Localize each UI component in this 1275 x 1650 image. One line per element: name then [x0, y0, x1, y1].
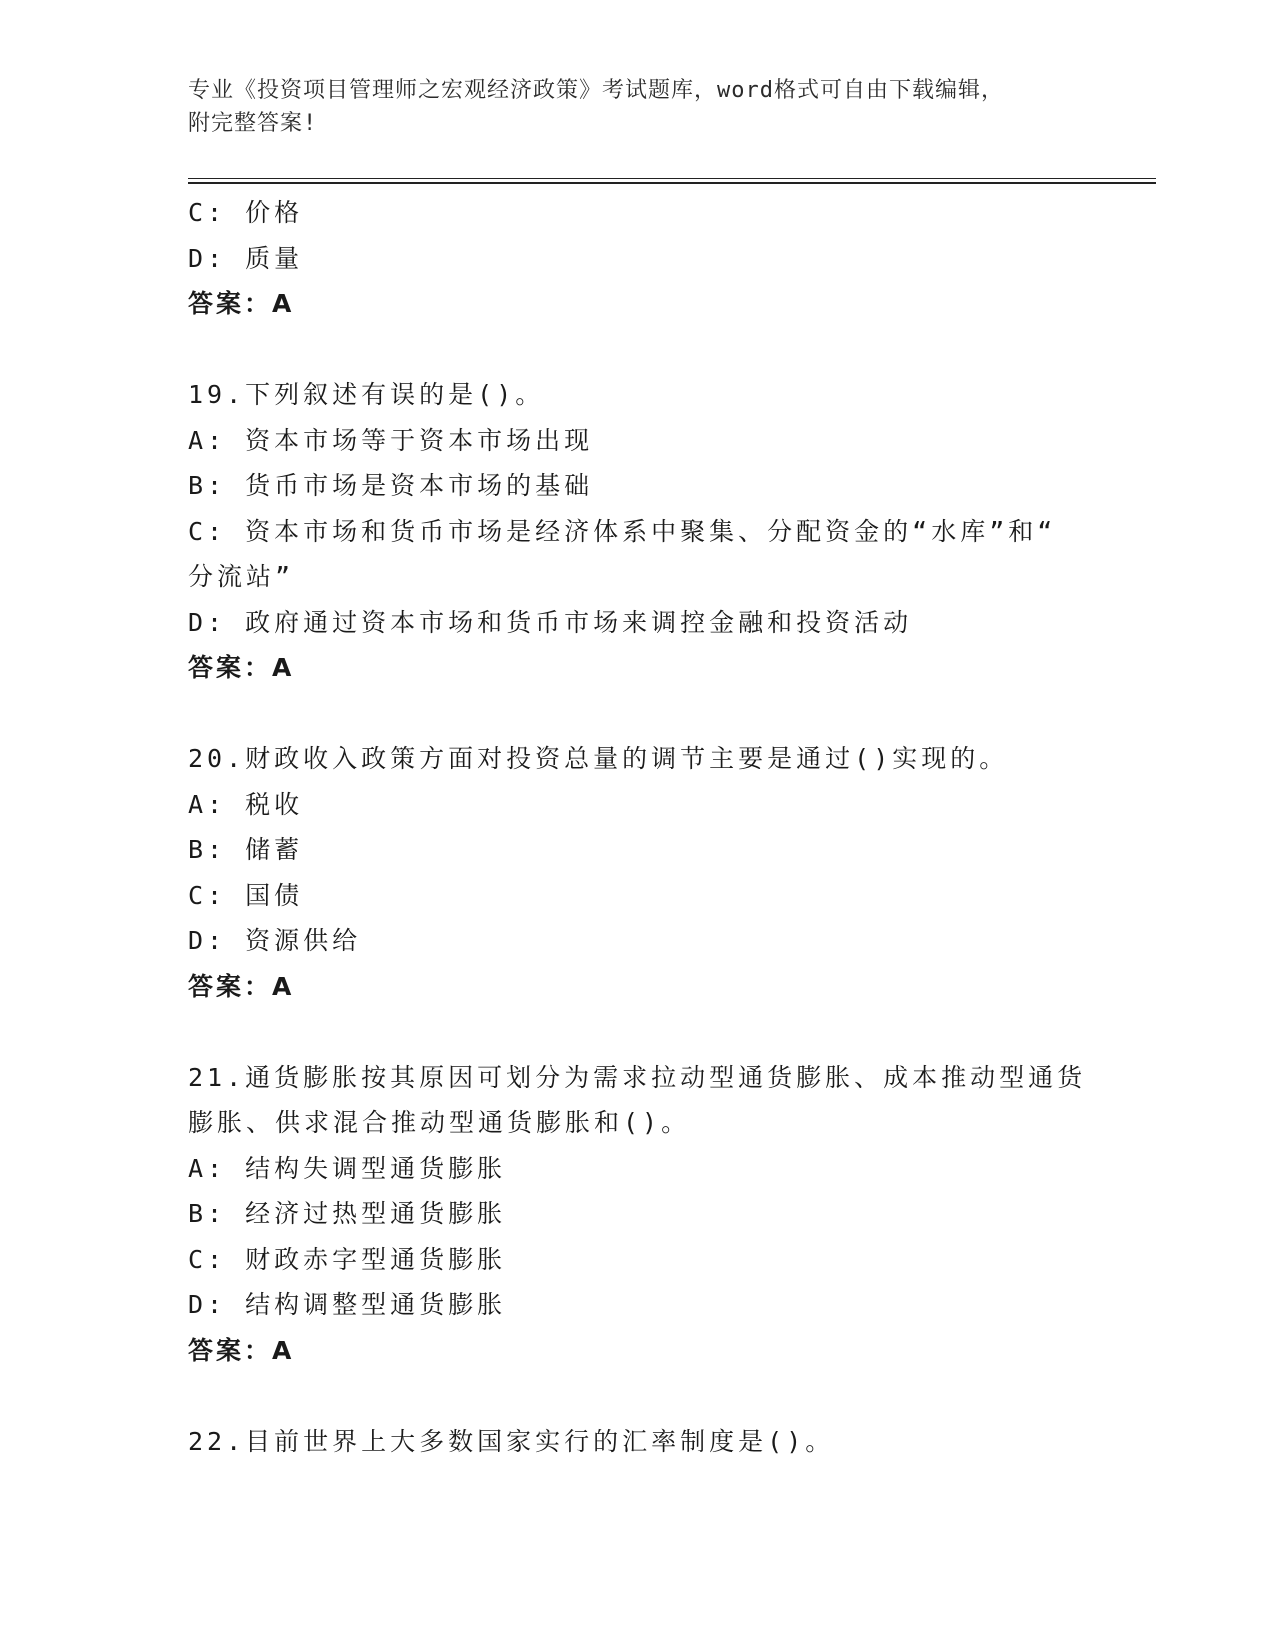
- q22-question: 22.目前世界上大多数国家实行的汇率制度是()。: [188, 1426, 835, 1456]
- q20-option-c: C: 国债: [188, 880, 304, 910]
- header-line-1: 专业《投资项目管理师之宏观经济政策》考试题库，word格式可自由下载编辑，: [188, 78, 1004, 103]
- q19-option-a: A: 资本市场等于资本市场出现: [188, 425, 594, 455]
- q21-option-c: C: 财政赤字型通货膨胀: [188, 1244, 507, 1274]
- header-divider-thin: [188, 178, 1156, 179]
- q21-question-line-1: 21.通货膨胀按其原因可划分为需求拉动型通货膨胀、成本推动型通货: [188, 1062, 1087, 1092]
- spacer: [188, 1009, 1088, 1055]
- q19-option-d: D: 政府通过资本市场和货币市场来调控金融和投资活动: [188, 607, 913, 637]
- q19-option-b: B: 货币市场是资本市场的基础: [188, 471, 594, 500]
- q20-option-d: D: 资源供给: [188, 926, 362, 955]
- q20-question: 20.财政收入政策方面对投资总量的调节主要是通过()实现的。: [188, 744, 1009, 773]
- spacer: [188, 1373, 1088, 1419]
- q20-option-a: A: 税收: [188, 789, 304, 819]
- header-divider-thick: [188, 182, 1156, 184]
- q18-option-d: D: 质量: [188, 243, 304, 273]
- q20-option-b: B: 储蓄: [188, 835, 304, 864]
- q21-option-a: A: 结构失调型通货膨胀: [188, 1153, 507, 1183]
- q21-question-line-2: 膨胀、供求混合推动型通货膨胀和()。: [188, 1108, 691, 1137]
- question-list: [188, 190, 1088, 1464]
- header-line-2: 附完整答案!: [188, 111, 318, 136]
- q19-answer: 答案：A: [188, 653, 295, 682]
- q20-answer: 答案：A: [188, 971, 295, 1001]
- spacer: [188, 691, 1088, 737]
- q21-option-b: B: 经济过热型通货膨胀: [188, 1199, 507, 1228]
- q21-answer: 答案：A: [188, 1335, 295, 1365]
- q19-question: 19.下列叙述有误的是()。: [188, 380, 545, 409]
- q19-option-c-line-1: C: 资本市场和货币市场是经济体系中聚集、分配资金的“水库”和“: [188, 516, 1057, 546]
- q21-option-d: D: 结构调整型通货膨胀: [188, 1290, 507, 1319]
- q18-answer: 答案：A: [188, 289, 295, 318]
- document-header: [188, 74, 1088, 140]
- q19-option-c-line-2: 分流站”: [188, 562, 295, 591]
- spacer: [188, 327, 1088, 373]
- q18-option-c: C: 价格: [188, 198, 304, 227]
